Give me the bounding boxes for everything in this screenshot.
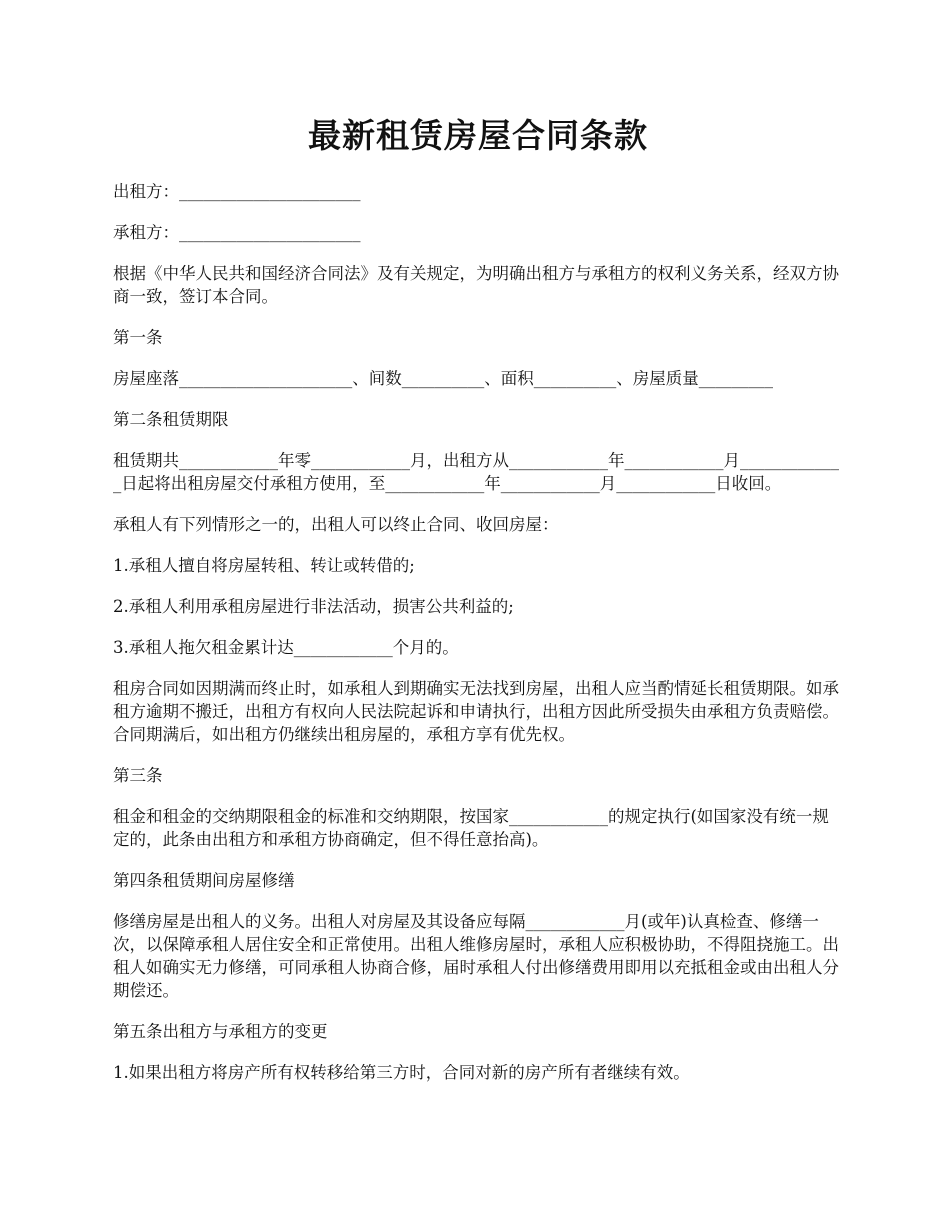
rent-paragraph: 租金和租金的交纳期限租金的标准和交纳期限，按国家____________的规定执行(如国家没有统一规定的，此条由出租方和承租方协商确定，但不得任意抬高)。 bbox=[113, 807, 829, 849]
article-2-heading: 第二条租赁期限 bbox=[113, 410, 229, 429]
termination-item-3: 3.承租人拖欠租金累计达____________个月的。 bbox=[113, 638, 459, 657]
article-1-heading: 第一条 bbox=[113, 328, 163, 347]
article-5-heading: 第五条出租方与承租方的变更 bbox=[113, 1022, 328, 1041]
article-4-heading: 第四条租赁期间房屋修缮 bbox=[113, 871, 295, 890]
document-page bbox=[113, 112, 843, 1102]
change-item-1: 1.如果出租方将房产所有权转移给第三方时，合同对新的房产所有者继续有效。 bbox=[113, 1063, 690, 1082]
article-3-heading: 第三条 bbox=[113, 766, 163, 785]
lessee-line: 承租方：______________________ bbox=[113, 223, 361, 242]
article-1-house-details: 房屋座落_____________________、间数__________、面积__________、房屋质量_________ bbox=[113, 369, 773, 388]
termination-item-2: 2.承租人利用承租房屋进行非法活动，损害公共利益的; bbox=[113, 597, 514, 616]
preamble-paragraph: 根据《中华人民共和国经济合同法》及有关规定，为明确出租方与承租方的权利义务关系，经双方协商一致，签订本合同。 bbox=[113, 264, 839, 306]
lessor-line: 出租方：______________________ bbox=[113, 182, 361, 201]
termination-intro: 承租人有下列情形之一的，出租人可以终止合同、收回房屋： bbox=[113, 515, 559, 534]
repair-paragraph: 修缮房屋是出租人的义务。出租人对房屋及其设备应每隔____________月(或年)认真检查、修缮一次，以保障承租人居住安全和正常使用。出租人维修房屋时，承租人应积极协助，不得阻挠施工。出租人如确实无力修缮，可同承租人协商合修，届时承租人付出修缮费用即用以充抵租金或由出租人分期偿还。 bbox=[113, 912, 839, 1000]
document-title: 最新租赁房屋合同条款 bbox=[308, 116, 648, 155]
termination-item-1: 1.承租人擅自将房屋转租、转让或转借的; bbox=[113, 556, 415, 575]
expiry-paragraph: 租房合同如因期满而终止时，如承租人到期确实无法找到房屋，出租人应当酌情延长租赁期限。如承租方逾期不搬迁，出租方有权向人民法院起诉和申请执行，出租方因此所受损失由承租方负责赔偿。合同期满后，如出租方仍继续出租房屋的，承租方享有优先权。 bbox=[113, 679, 839, 744]
lease-term-paragraph: 租赁期共____________年零____________月，出租方从____________年____________月_____________日起将出租房屋交付承租方使用，至____________年____________月____________日收回。 bbox=[113, 451, 839, 493]
